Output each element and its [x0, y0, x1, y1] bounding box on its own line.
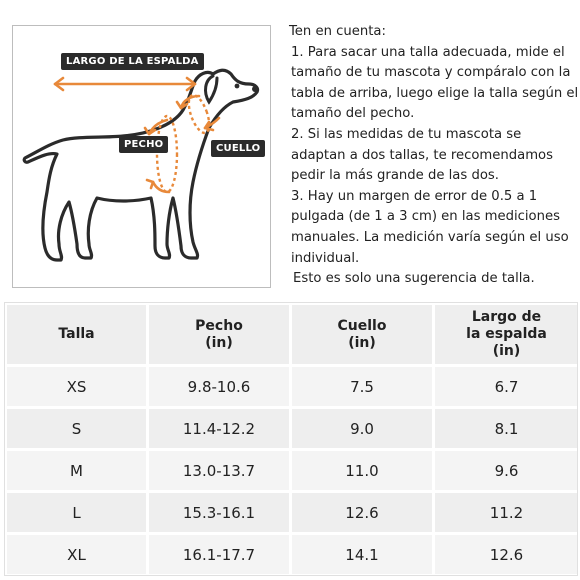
- dog-measurement-diagram: [12, 25, 271, 288]
- header-back-length: [434, 304, 580, 366]
- table-header-row: [6, 304, 580, 366]
- table-row: [6, 366, 580, 408]
- chest-measure-ring: [157, 116, 177, 192]
- cell-chest: 13.0-13.7: [148, 450, 291, 492]
- cell-chest: 15.3-16.1: [148, 492, 291, 534]
- table-row: [6, 534, 580, 576]
- sizing-notes: [289, 22, 579, 290]
- header-back-length-text-1: Largo de: [471, 309, 542, 325]
- cell-size: XS: [6, 366, 148, 408]
- table-row: [6, 408, 580, 450]
- notes-footer: Esto es solo una sugerencia de talla.: [293, 271, 535, 287]
- cell-back-length: 6.7: [434, 366, 580, 408]
- cell-size: S: [6, 408, 148, 450]
- dog-body-outline: [24, 70, 257, 260]
- neck-arrows: [177, 96, 219, 130]
- cell-chest: 9.8-10.6: [148, 366, 291, 408]
- dog-ear-outline: [206, 76, 217, 102]
- cell-size: L: [6, 492, 148, 534]
- cell-neck: 14.1: [291, 534, 434, 576]
- back-length-label: LARGO DE LA ESPALDA: [61, 53, 204, 70]
- header-back-length-unit: (in): [492, 343, 521, 359]
- chest-label: PECHO: [119, 136, 168, 153]
- dog-nose: [252, 86, 258, 92]
- header-chest-text: Pecho: [195, 317, 243, 334]
- cell-size: M: [6, 450, 148, 492]
- table-row: [6, 492, 580, 534]
- notes-heading: Ten en cuenta:: [289, 24, 386, 39]
- cell-chest: 16.1-17.7: [148, 534, 291, 576]
- cell-back-length: 11.2: [434, 492, 580, 534]
- header-neck-text: Cuello: [337, 317, 387, 334]
- header-chest-unit: (in): [205, 334, 233, 351]
- dog-eye: [235, 84, 240, 89]
- cell-size: XL: [6, 534, 148, 576]
- table-row: [6, 450, 580, 492]
- header-neck: [291, 304, 434, 366]
- header-chest: [148, 304, 291, 366]
- header-size-text: Talla: [58, 326, 95, 342]
- header-size: [6, 304, 148, 366]
- header-neck-unit: (in): [348, 334, 376, 351]
- note-item-1: 1. Para sacar una talla adecuada, mide el tamaño de tu mascota y compáralo con la tabla de arriba, luego elige la talla según el tamaño del pecho.: [291, 44, 579, 122]
- cell-back-length: 12.6: [434, 534, 580, 576]
- cell-neck: 11.0: [291, 450, 434, 492]
- cell-neck: 7.5: [291, 366, 434, 408]
- cell-back-length: 8.1: [434, 408, 580, 450]
- size-chart-table: [4, 302, 580, 577]
- note-item-2: 2. Si las medidas de tu mascota se adaptan a dos tallas, te recomendamos pedir la más grande de las dos.: [291, 126, 553, 184]
- back-length-arrow: [55, 78, 195, 90]
- note-item-3: 3. Hay un margen de error de 0.5 a 1 pulgada (de 1 a 3 cm) en las mediciones manuales. La medición varía según el uso individual.: [291, 188, 569, 266]
- cell-neck: 12.6: [291, 492, 434, 534]
- header-back-length-text-2: la espalda: [466, 326, 547, 342]
- cell-neck: 9.0: [291, 408, 434, 450]
- cell-back-length: 9.6: [434, 450, 580, 492]
- neck-label: CUELLO: [211, 140, 265, 157]
- cell-chest: 11.4-12.2: [148, 408, 291, 450]
